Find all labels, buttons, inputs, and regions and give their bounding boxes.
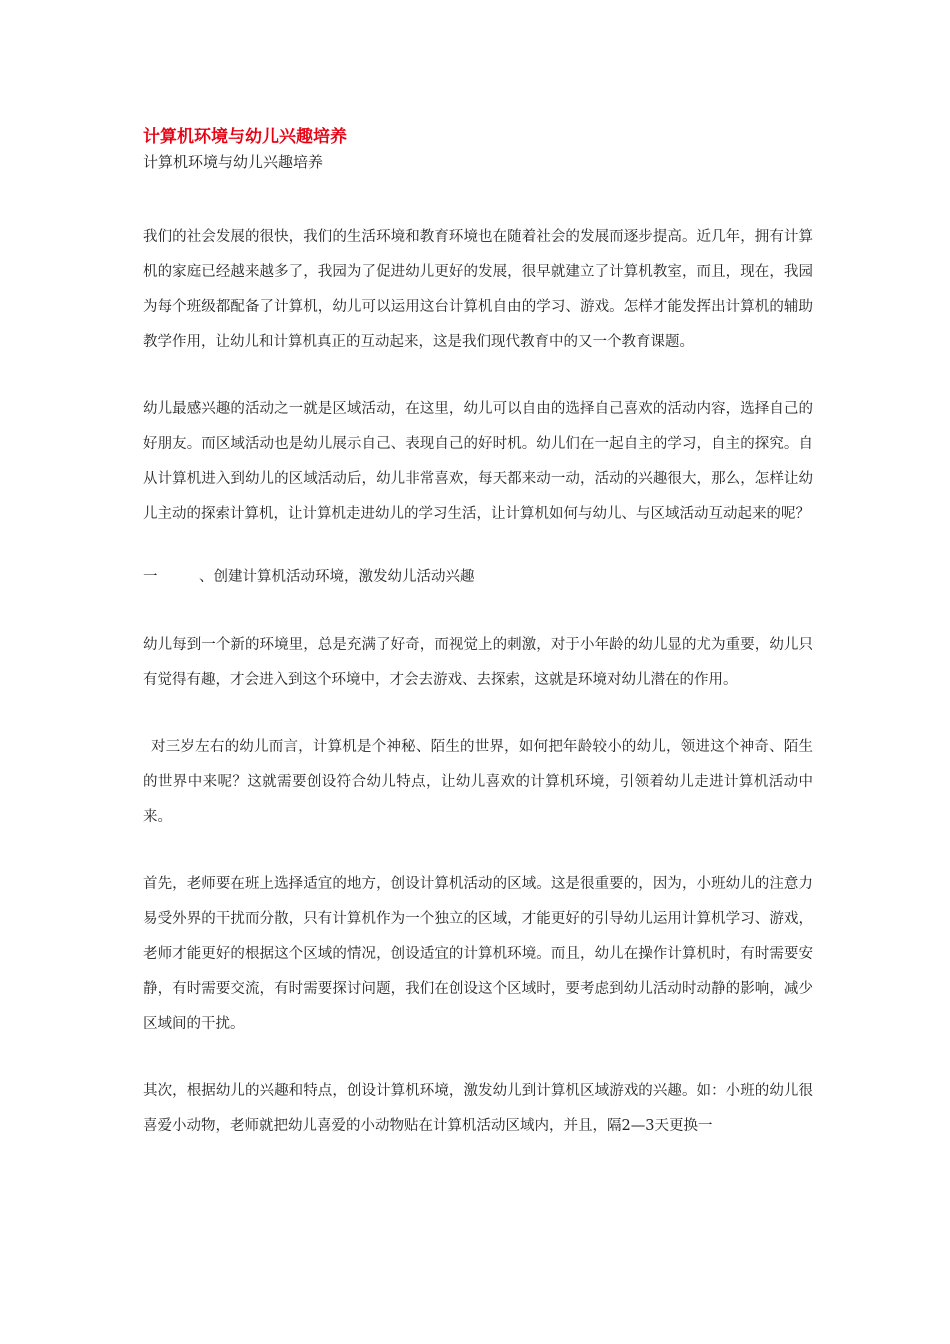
section-title: 、创建计算机活动环境，激发幼儿活动兴趣 [199, 569, 475, 585]
paragraph-intro-2: 幼儿最感兴趣的活动之一就是区域活动，在这里，幼儿可以自由的选择自己喜欢的活动内容，选择自己的好朋友。而区域活动也是幼儿展示自己、表现自己的好时机。幼儿们在一起自主的学习，自主的探究。自从计算机进入到幼儿的区域活动后，幼儿非常喜欢，每天都来动一动，活动的兴趣很大，那么，怎样让幼儿主动的探索计算机，让计算机走进幼儿的学习生活，让计算机如何与幼儿、与区域活动互动起来的呢？ [143, 401, 813, 522]
section-heading-1 [143, 564, 813, 590]
paragraph-intro-1: 我们的社会发展的很快，我们的生活环境和教育环境也在随着社会的发展而逐步提高。近几年，拥有计算机的家庭已经越来越多了，我园为了促进幼儿更好的发展，很早就建立了计算机教室，而且，现在，我园为每个班级都配备了计算机，幼儿可以运用这台计算机自由的学习、游戏。怎样才能发挥出计算机的辅助教学作用，让幼儿和计算机真正的互动起来，这是我们现代教育中的又一个教育课题。 [143, 229, 813, 350]
document-body [143, 124, 813, 1176]
section-number: 一 [143, 569, 158, 585]
paragraph-section1-4: 其次，根据幼儿的兴趣和特点，创设计算机环境，激发幼儿到计算机区域游戏的兴趣。如：小班的幼儿很喜爱小动物，老师就把幼儿喜爱的小动物贴在计算机活动区域内，并且，隔2—3天更换一 [143, 1083, 813, 1134]
document-title: 计算机环境与幼儿兴趣培养 [143, 127, 347, 147]
paragraph-section1-1: 幼儿每到一个新的环境里，总是充满了好奇，而视觉上的刺激，对于小年龄的幼儿显的尤为重要，幼儿只有觉得有趣，才会进入到这个环境中，才会去游戏、去探索，这就是环境对幼儿潜在的作用。 [143, 637, 813, 688]
document-subtitle: 计算机环境与幼儿兴趣培养 [143, 153, 324, 171]
paragraph-section1-2: 对三岁左右的幼儿而言，计算机是个神秘、陌生的世界，如何把年龄较小的幼儿，领进这个神奇、陌生的世界中来呢？这就需要创设符合幼儿特点，让幼儿喜欢的计算机环境，引领着幼儿走进计算机活动中来。 [143, 739, 813, 825]
paragraph-section1-3: 首先，老师要在班上选择适宜的地方，创设计算机活动的区域。这是很重要的，因为，小班幼儿的注意力易受外界的干扰而分散，只有计算机作为一个独立的区域，才能更好的引导幼儿运用计算机学习、游戏，老师才能更好的根据这个区域的情况，创设适宜的计算机环境。而且，幼儿在操作计算机时，有时需要安静，有时需要交流，有时需要探讨问题，我们在创设这个区域时，要考虑到幼儿活动时动静的影响，减少区域间的干扰。 [143, 876, 813, 1032]
